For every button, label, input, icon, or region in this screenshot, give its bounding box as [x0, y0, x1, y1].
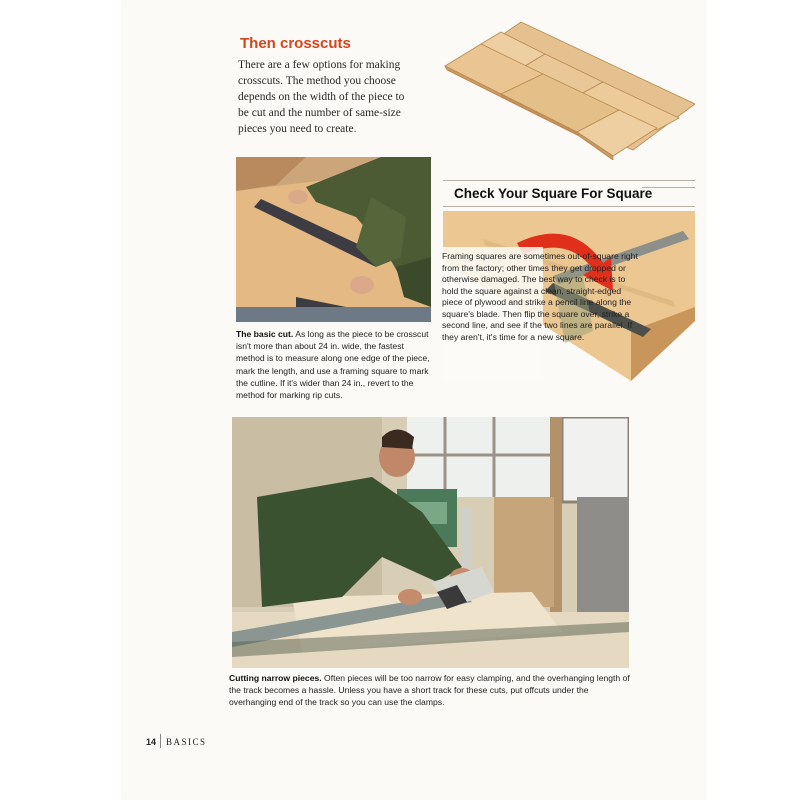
intro-paragraph: There are a few options for making crosscuts. The method you choose depends on the width of the piece to be cut and the number of same-size pieces you need to create.: [238, 59, 405, 135]
section-label: BASICS: [166, 737, 207, 747]
caption-narrow-pieces-lead: Cutting narrow pieces.: [229, 673, 322, 683]
sidebar-rule-title: [443, 206, 695, 207]
plywood-panels-illustration: [443, 22, 695, 160]
caption-narrow-pieces: [229, 672, 634, 709]
caption-basic-cut-lead: The basic cut.: [236, 329, 294, 339]
photo-framing-square-marking: [236, 157, 431, 322]
sidebar-rule-top: [443, 180, 695, 181]
caption-narrow-pieces-body: Often pieces will be too narrow for easy clamping, and the overhanging length of the track becomes a hassle. Unless you have a short track for these cuts, put offcuts under the overhanging end of the track so you can use the clamps.: [229, 673, 630, 708]
sidebar-title: Check Your Square For Square: [454, 186, 653, 201]
caption-basic-cut-body: As long as the piece to be crosscut isn't more than about 24 in. wide, the fastest method is to measure along one edge of the piece, mark the length, and use a framing square to mark the cutline. If it's wider than 24 in., revert to the method for marking rip cuts.: [236, 329, 430, 401]
footer-divider: [160, 734, 161, 748]
photo-cutting-narrow-pieces: [232, 417, 629, 668]
caption-basic-cut: [236, 328, 431, 401]
page-number: 14: [146, 737, 157, 747]
sidebar-text: Framing squares are sometimes out-of-square right from the factory; other times they get dropped or otherwise damaged. The best way to check is to hold the square against a clean, straight-edged piece of plywood and strike a pencil line along the square's blade. Then flip the square over, strike a second line, and see if the two lines are parallel. If they aren't, it's time for a new square.: [442, 251, 638, 342]
section-heading: Then crosscuts: [240, 35, 351, 52]
page-footer: [146, 734, 207, 748]
